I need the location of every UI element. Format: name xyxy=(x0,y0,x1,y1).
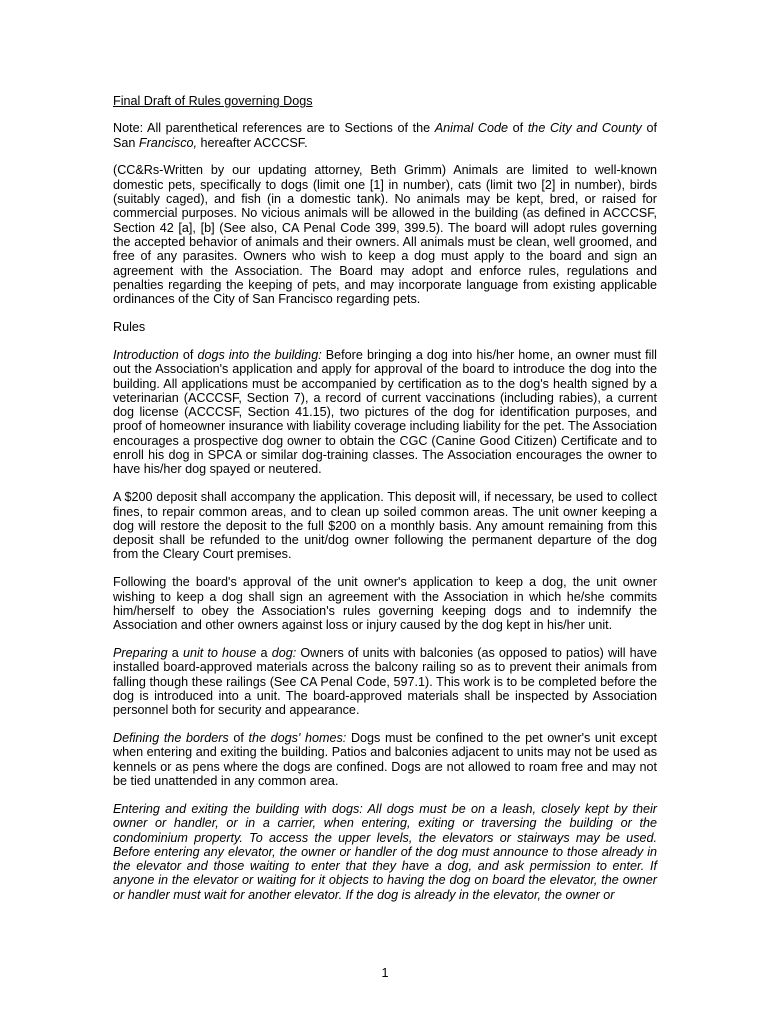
deposit-paragraph: A $200 deposit shall accompany the application. This deposit will, if necessary, be used to collect fines, to repair common areas, and to clean up soiled common areas. The unit owner keeping a dog will restore the deposit to the full $200 on a monthly basis. Any amount remaining from this deposit shall be refunded to the unit/dog owner following the permanent departure of the dog from the Cleary Court premises. xyxy=(113,490,657,562)
borders-heading: the dogs' homes: xyxy=(248,731,347,746)
borders-heading: Defining the borders xyxy=(113,731,229,746)
note-text: Note: All parenthetical references are to Sections of the xyxy=(113,121,435,136)
note-paragraph xyxy=(113,121,657,150)
note-text: of xyxy=(508,121,528,136)
introduction-paragraph xyxy=(113,348,657,477)
note-text: hereafter ACCCSF. xyxy=(197,135,308,150)
rules-heading: Rules xyxy=(113,320,146,335)
document-title: Final Draft of Rules governing Dogs xyxy=(113,94,313,108)
preparing-paragraph xyxy=(113,646,657,717)
entering-paragraph: Entering and exiting the building with dogs: All dogs must be on a leash, closely kept by their owner or handler, or in a carrier, when entering, exiting or traversing the building or the condominium property. To access the upper levels, the elevators or stairways may be used. Before entering any elevator, the owner or handler of the dog must announce to those already in the elevator and those waiting to enter that they have a dog, and ask permission to enter. If anyone in the elevator or waiting for it objects to having the dog on board the elevator, the owner or handler must wait for another elevator. If the dog is already in the elevator, the owner or xyxy=(113,801,657,902)
borders-paragraph xyxy=(113,731,657,788)
note-city-county: the City and County xyxy=(527,121,642,136)
preparing-heading: dog: xyxy=(271,646,297,661)
introduction-heading: Introduction xyxy=(113,347,179,362)
document-body xyxy=(113,94,657,916)
preparing-heading: Preparing xyxy=(113,646,168,661)
preparing-heading: unit to house xyxy=(182,646,257,661)
ccrs-paragraph: (CC&Rs-Written by our updating attorney, Beth Grimm) Animals are limited to well-known domestic pets, specifically to dogs (limit one [1] in number), cats (limit two [2] in number), birds (suitably caged), and fish (in a domestic tank). No animals may be kept, bred, or raised for commercial purposes. No vicious animals will be allowed in the building (as defined in ACCCSF, Section 42 [a], [b] (See also, CA Penal Code 399, 399.5). The board will adopt rules governing the accepted behavior of animals and their owners. All animals must be clean, well groomed, and free of any parasites. Owners who wish to keep a dog must apply to the board and sign an agreement with the Association. The Board may adopt and enforce rules, regulations and penalties regarding the keeping of pets, and may incorporate language from existing applicable ordinances of the City of San Francisco regarding pets. xyxy=(113,163,657,307)
page-number: 1 xyxy=(381,966,389,980)
introduction-body: Before bringing a dog into his/her home, an owner must fill out the Association's application and apply for approval of the board to introduce the dog into the building. All applications must be accompanied by certification as to the dog's health signed by a veterinarian (ACCCSF, Section 7), a record of current vaccinations (including rabies), a current dog license (ACCCSF, Section 41.15), two pictures of the dog for identification purposes, and proof of homeowner insurance with liability coverage including liability for the pet. The Association encourages a prospective dog owner to obtain the CGC (Canine Good Citizen) Certificate and to enroll his dog in SPCA or similar dog-training classes. The Association encourages the owner to have his/her dog spayed or neutered. xyxy=(113,347,657,477)
borders-heading: of xyxy=(228,731,249,746)
preparing-heading: a xyxy=(256,646,272,661)
introduction-heading: dogs into the building: xyxy=(197,347,322,362)
preparing-body: Owners of units with balconies (as opposed to patios) will have installed board-approved materials across the balcony railing so as to prevent their animals from falling though these railings (See CA Penal Code, 597.1). This work is to be completed before the dog is introduced into a unit. The board-approved materials shall be inspected by Association personnel both for security and appearance. xyxy=(113,646,657,718)
note-animal-code: Animal Code xyxy=(434,121,509,136)
preparing-heading: a xyxy=(167,646,183,661)
introduction-heading: of xyxy=(178,347,198,362)
approval-paragraph: Following the board's approval of the unit owner's application to keep a dog, the unit owner wishing to keep a dog shall sign an agreement with the Association in which he/she commits him/herself to obey the Association's rules governing keeping dogs and to indemnify the Association and other owners against loss or injury caused by the dog kept in his/her unit. xyxy=(113,575,657,633)
note-text: of San xyxy=(113,121,657,150)
note-francisco: Francisco, xyxy=(138,135,198,150)
borders-body: Dogs must be confined to the pet owner's unit except when entering and exiting the building. Patios and balconies adjacent to units may not be used as kennels or as pens where the dogs are confined. Dogs are not allowed to roam free and may not be tied unattended in any common area. xyxy=(113,731,657,789)
